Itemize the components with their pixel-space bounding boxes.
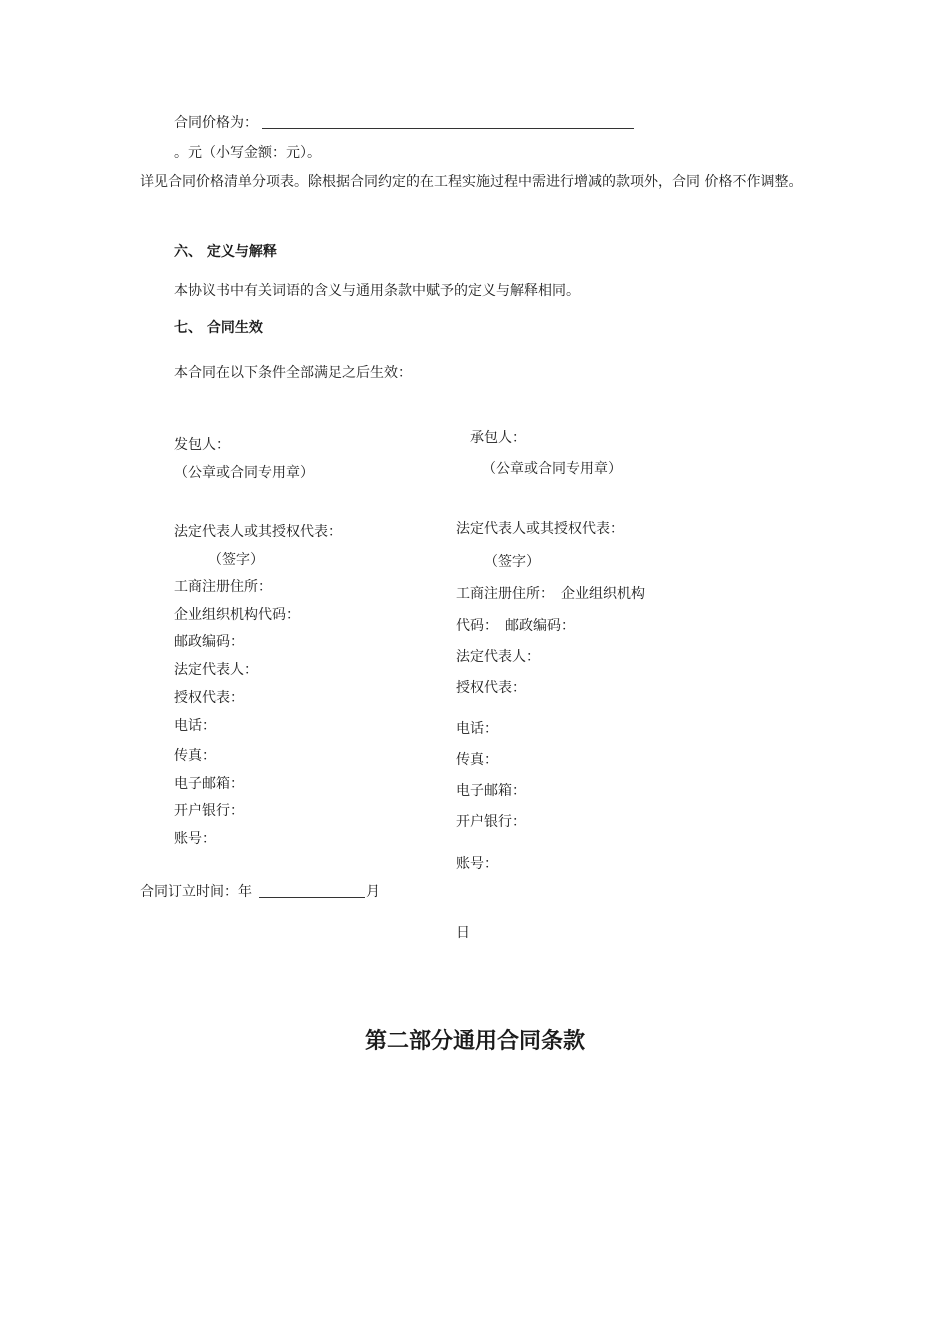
contractor-bank: 开户银行： [456,814,526,830]
employer-fax: 传真： [174,748,216,764]
contractor-fax: 传真： [456,752,498,768]
employer-phone: 电话： [174,718,216,734]
employer-address: 工商注册住所： [174,579,272,595]
signing-day: 日 [456,925,470,941]
signing-underline [259,897,365,898]
employer-bank: 开户银行： [174,803,244,819]
contractor-email: 电子邮箱： [456,783,526,799]
price-underline [262,128,634,129]
employer-title: 发包人： [174,437,230,453]
price-detail: 详见合同价格清单分项表。除根据合同约定的在工程实施过程中需进行增减的款项外，合同 价格不作调整。 [140,174,803,190]
employer-seal: （公章或合同专用章） [174,465,314,481]
contractor-code-post: 代码： 邮政编码： [456,618,575,634]
part2-title: 第二部分通用合同条款 [364,1029,585,1054]
contractor-sign: （签字） [484,554,540,570]
price-amount-line: 。元（小写金额：元）。 [174,145,321,161]
contractor-phone: 电话： [456,721,498,737]
employer-org-code: 企业组织机构代码： [174,607,300,623]
section6-heading: 六、 定义与解释 [174,244,277,260]
contractor-title: 承包人： [470,430,526,446]
contractor-account: 账号： [456,856,498,872]
section6-body: 本协议书中有关词语的含义与通用条款中赋予的定义与解释相同。 [174,283,580,299]
section7-heading: 七、 合同生效 [174,320,263,336]
contractor-seal: （公章或合同专用章） [482,461,622,477]
employer-legal-rep: 法定代表人： [174,662,258,678]
signing-month: 月 [366,884,380,900]
employer-sign: （签字） [208,552,264,568]
section7-body: 本合同在以下条件全部满足之后生效： [174,365,412,381]
signing-year-label: 合同订立时间：年 [140,884,252,900]
contractor-rep: 法定代表人或其授权代表： [456,521,624,537]
contractor-legal-rep: 法定代表人： [456,649,540,665]
employer-email: 电子邮箱： [174,776,244,792]
employer-auth-rep: 授权代表： [174,690,244,706]
price-label: 合同价格为： [174,115,258,131]
employer-postcode: 邮政编码： [174,634,244,650]
employer-account: 账号： [174,831,216,847]
employer-rep: 法定代表人或其授权代表： [174,524,342,540]
contractor-address-org: 工商注册住所： 企业组织机构 [456,586,645,602]
contractor-auth-rep: 授权代表： [456,680,526,696]
